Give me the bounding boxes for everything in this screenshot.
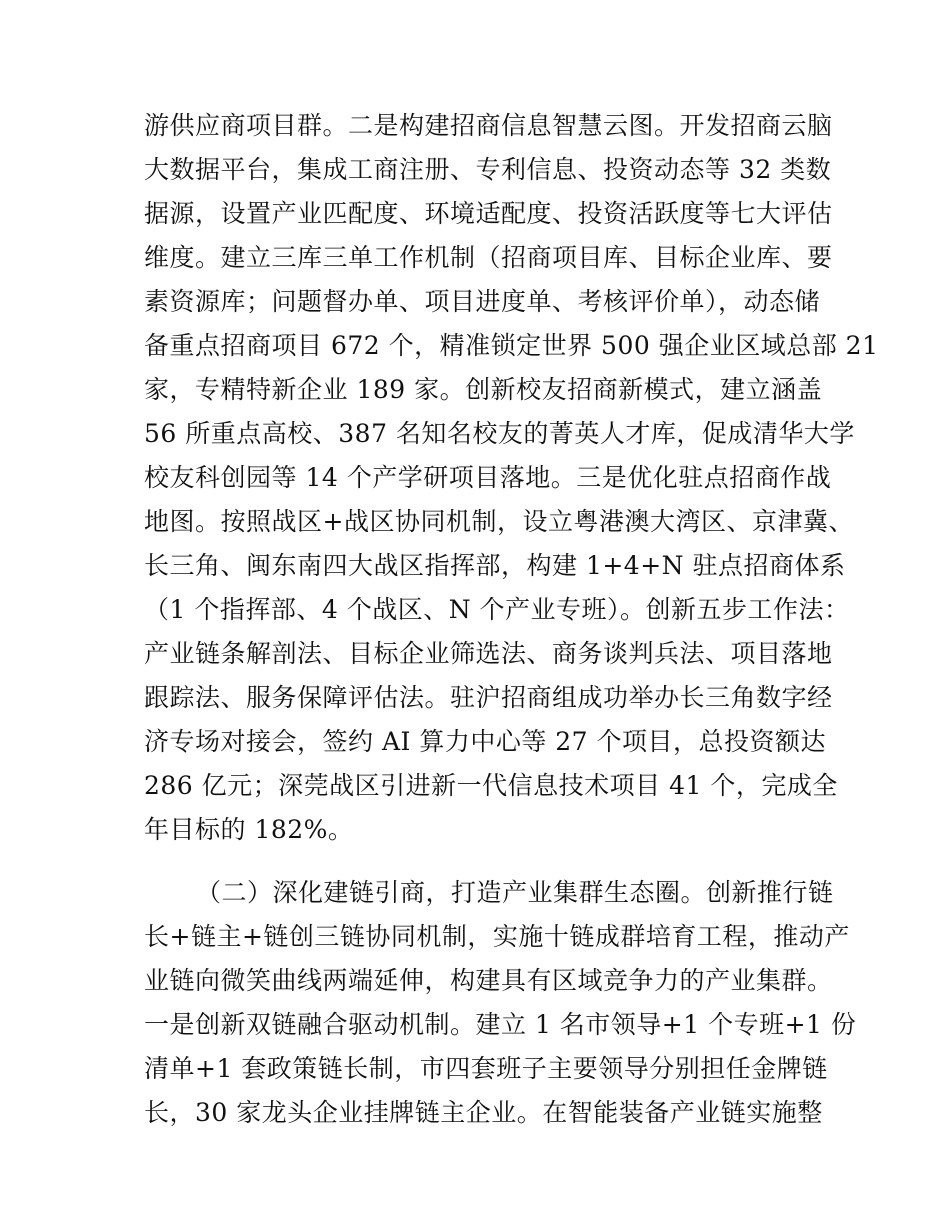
text-line: 素资源库；问题督办单、项目进度单、考核评价单），动态储 [144, 287, 821, 316]
text-line: 产业链条解剖法、目标企业筛选法、商务谈判兵法、项目落地 [144, 639, 833, 668]
text-line: 大数据平台，集成工商注册、专利信息、投资动态等 32 类数 [144, 155, 832, 184]
text-line: 地图。按照战区+战区协同机制，设立粤港澳大湾区、京津冀、 [144, 507, 854, 536]
text-line: 跟踪法、服务保障评估法。驻沪招商组成功举办长三角数字经 [144, 683, 833, 712]
text-line: 游供应商项目群。二是构建招商信息智慧云图。开发招商云脑 [144, 111, 833, 140]
text-line: 济专场对接会，签约 AI 算力中心等 27 个项目，总投资额达 [144, 727, 827, 756]
text-line: 业链向微笑曲线两端延伸，构建具有区域竞争力的产业集群。 [144, 966, 833, 995]
text-line: 286 亿元；深莞战区引进新一代信息技术项目 41 个，完成全 [144, 771, 838, 800]
text-line: 校友科创园等 14 个产学研项目落地。三是优化驻点招商作战 [144, 463, 832, 492]
text-line: 56 所重点高校、387 名知名校友的菁英人才库，促成清华大学 [144, 419, 855, 448]
text-line: 据源，设置产业匹配度、环境适配度、投资活跃度等七大评估 [144, 199, 833, 228]
paragraph-heading-line: （二）深化建链引商，打造产业集群生态圈。创新推行链 [196, 878, 834, 907]
text-line: 清单+1 套政策链长制，市四套班子主要领导分别担任金牌链 [144, 1054, 828, 1083]
text-line: 年目标的 182%。 [144, 815, 354, 844]
text-line: 一是创新双链融合驱动机制。建立 1 名市领导+1 个专班+1 份 [144, 1010, 857, 1039]
text-line: 维度。建立三库三单工作机制（招商项目库、目标企业库、要 [144, 243, 833, 272]
text-line: （1 个指挥部、4 个战区、N 个产业专班）。创新五步工作法： [144, 595, 850, 624]
text-line: 长+链主+链创三链协同机制，实施十链成群培育工程，推动产 [144, 922, 850, 951]
text-line: 长，30 家龙头企业挂牌链主企业。在智能装备产业链实施整 [144, 1098, 823, 1127]
text-line: 家，专精特新企业 189 家。创新校友招商新模式，建立涵盖 [144, 375, 823, 404]
text-line: 长三角、闽东南四大战区指挥部，构建 1+4+N 驻点招商体系 [144, 551, 846, 580]
text-line: 备重点招商项目 672 个，精准锁定世界 500 强企业区域总部 21 [144, 331, 879, 360]
